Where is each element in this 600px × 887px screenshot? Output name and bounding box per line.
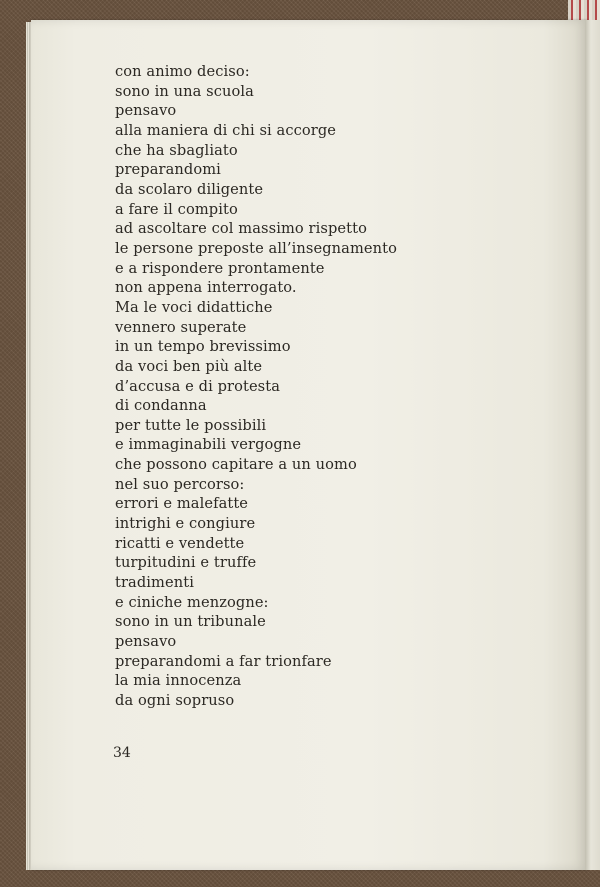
poem-line: a fare il compito bbox=[115, 200, 238, 218]
poem-line: pensavo bbox=[115, 633, 177, 651]
poem-line: tradimenti bbox=[115, 574, 194, 592]
poem-line: turpitudini e truffe bbox=[115, 554, 257, 572]
bookmark-ribbon bbox=[568, 0, 600, 20]
poem-line: con animo deciso: bbox=[115, 63, 250, 80]
poem-line: sono in un tribunale bbox=[115, 613, 266, 631]
poem-line: vennero superate bbox=[115, 318, 247, 336]
poem-line: sono in una scuola bbox=[115, 82, 254, 100]
poem-line: d’accusa e di protesta bbox=[115, 377, 281, 395]
poem-line: preparandomi a far trionfare bbox=[115, 652, 332, 670]
poem-line: la mia innocenza bbox=[115, 672, 242, 690]
poem-line: da scolaro diligente bbox=[115, 180, 264, 198]
facing-page-edge bbox=[585, 20, 600, 870]
poem-line: da voci ben più alte bbox=[115, 357, 263, 375]
page-number: 34 bbox=[113, 745, 131, 761]
poem-line: intrighi e congiure bbox=[115, 515, 256, 533]
poem-line: nel suo percorso: bbox=[115, 475, 245, 493]
poem-line: che possono capitare a un uomo bbox=[115, 456, 357, 474]
poem-text bbox=[115, 62, 535, 711]
poem-line: non appena interrogato. bbox=[115, 279, 297, 297]
poem-line: pensavo bbox=[115, 102, 177, 120]
poem-line: Ma le voci didattiche bbox=[115, 298, 273, 316]
poem-line: da ogni sopruso bbox=[115, 692, 235, 709]
poem-line: e immaginabili vergogne bbox=[115, 436, 302, 454]
poem-line: e ciniche menzogne: bbox=[115, 593, 269, 611]
poem-line: di condanna bbox=[115, 397, 207, 415]
poem-line: ricatti e vendette bbox=[115, 534, 245, 552]
poem-line: alla maniera di chi si accorge bbox=[115, 121, 337, 139]
poem-line: ad ascoltare col massimo rispetto bbox=[115, 220, 367, 238]
poem-line: in un tempo brevissimo bbox=[115, 338, 291, 356]
poem-line: le persone preposte all’insegnamento bbox=[115, 239, 397, 257]
poem-line: errori e malefatte bbox=[115, 495, 249, 513]
poem-line: per tutte le possibili bbox=[115, 416, 267, 434]
poem-line: che ha sbagliato bbox=[115, 141, 238, 159]
poem-line: e a rispondere prontamente bbox=[115, 259, 325, 277]
poem-line: preparandomi bbox=[115, 161, 221, 179]
